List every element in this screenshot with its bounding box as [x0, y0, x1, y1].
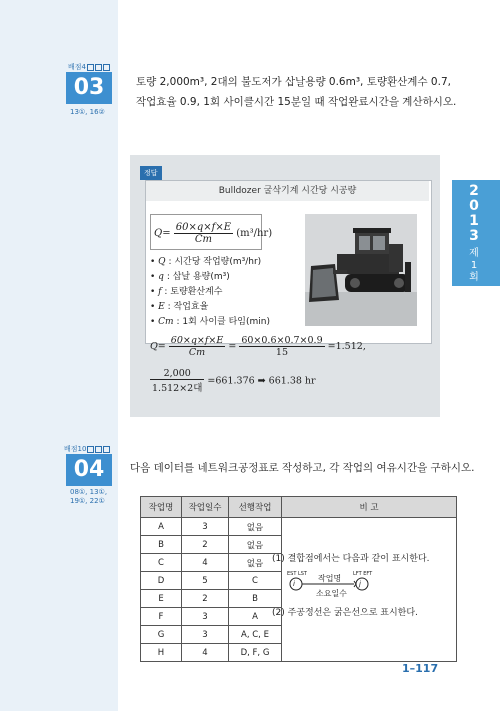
page-number: 1–117: [402, 662, 439, 675]
q3-number-badge: 03: [66, 72, 112, 104]
legend-item: • Q : 시간당 작업량(m³/hr): [150, 257, 262, 267]
table-row: D 5 C: [141, 572, 457, 590]
formula-fraction: $\frac{60\times q\times f\times E}{Cm}$: [175, 222, 232, 245]
session-text: 제 1 회: [469, 248, 479, 283]
formula-box: Q= $\frac{60\times q\times f\times E}{Cm}$ (m³/hr): [150, 214, 262, 250]
q4-number-badge: 04: [66, 454, 112, 486]
remark-1: (1) 결합점에서는 다음과 같이 표시한다.: [272, 554, 430, 564]
year-text: 2 0 1 3: [469, 183, 479, 244]
bulldozer-illustration: [305, 214, 417, 326]
node-task-label: 작업명: [318, 574, 342, 583]
remark-2: (2) 주공정선은 굵은선으로 표시한다.: [272, 608, 418, 618]
q4-ref: 08①, 13①, 19①, 22①: [70, 488, 108, 505]
q4-points: 배점10: [64, 444, 110, 454]
calculation-line-1: Q= $\frac{60\times q\times f\times E}{Cm}$ = $\frac{60\times 0.6\times 0.7\times 0.9}{15}$ =1.512,: [150, 335, 366, 358]
table-header-row: 작업명 작업일수 선행작업 비 고: [141, 497, 457, 518]
table-row: B 2 없음: [141, 536, 457, 554]
table-row: E 2 B: [141, 590, 457, 608]
bulldozer-photo: [305, 214, 417, 326]
legend-item: • Cm : 1회 사이클 타임(min): [150, 317, 270, 327]
table-row: G 3 A, C, E: [141, 626, 457, 644]
table-row: C 4 없음: [141, 554, 457, 572]
node-j-label: j: [359, 580, 361, 588]
q3-text: 토량 2,000m³, 2대의 불도저가 삽날용량 0.6m³, 토량환산계수 0.7, 작업효율 0.9, 1회 사이클시간 15분일 때 작업완료시간을 계산하시오.: [136, 76, 457, 108]
node-lft-eft: LFT EFT: [353, 571, 373, 577]
q3-ref: 13①, 16②: [70, 108, 105, 116]
calculation-line-2: $\frac{2,000}{\text{1.512×2대}}$ =661.376 ➡ 661.38 hr: [152, 368, 316, 394]
q3-points: 배점4: [68, 62, 110, 72]
legend-item: • q : 삽날 용량(m³): [150, 272, 230, 282]
legend-item: • E : 작업효율: [150, 302, 209, 312]
node-days-label: 소요일수: [316, 589, 347, 598]
table-row: F 3 A: [141, 608, 457, 626]
table-row: A 3 없음: [141, 518, 457, 536]
table-row: H 4 D, F, G: [141, 644, 457, 662]
node-est-lst: EST LST: [287, 571, 307, 577]
node-i-label: i: [293, 580, 295, 588]
answer-label: 정답: [140, 166, 162, 180]
left-margin-strip: [0, 0, 118, 711]
year-side-tab: [452, 180, 500, 286]
q4-text: 다음 데이터를 네트워크공정표로 작성하고, 각 작업의 여유시간을 구하시오.: [130, 462, 475, 474]
legend-item: • f : 토량환산계수: [150, 287, 223, 297]
answer-title: Bulldozer 굴삭기계 시간당 시공량: [146, 181, 429, 201]
formula-legend: [150, 255, 270, 330]
